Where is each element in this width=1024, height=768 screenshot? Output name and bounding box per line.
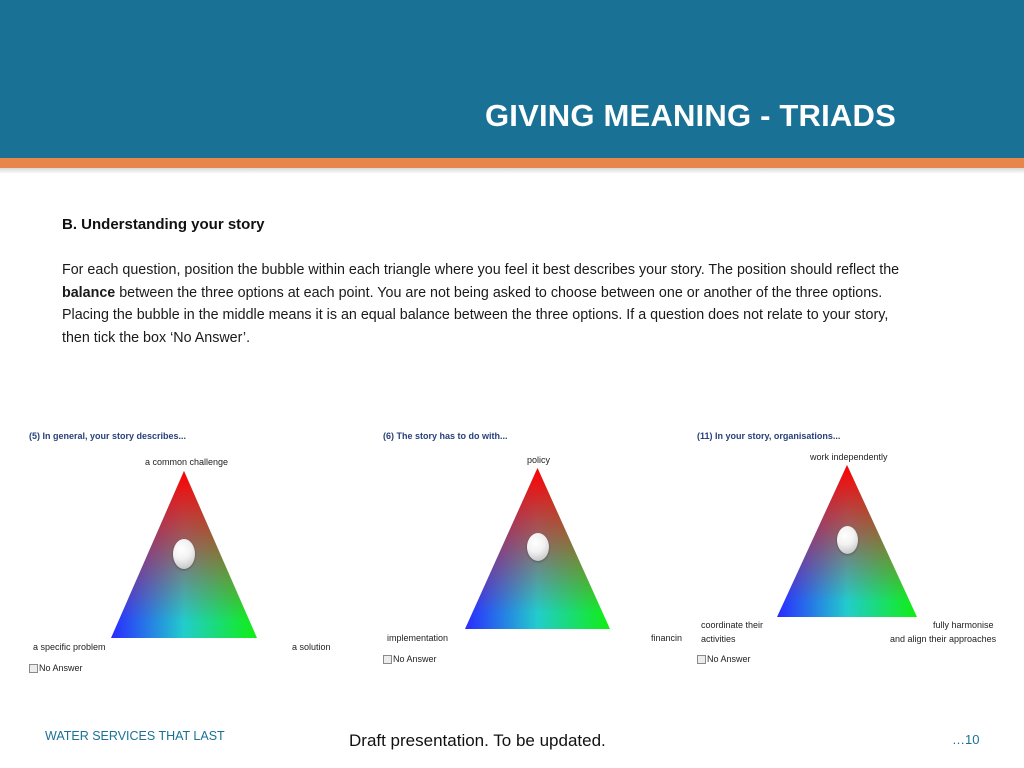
footer-brand: WATER SERVICES THAT LAST — [45, 729, 225, 743]
instructions-text: For each question, position the bubble within each triangle where you feel it best describes your story. The position should reflect the balance between the three options at each point. You are not being asked to choose between one or another of the three options. Placing the bubble in the middle means it is an equal balance between the three options. If a question does not relate to your story, then tick the box ‘No Answer’. — [62, 262, 900, 346]
triad-bubble[interactable] — [173, 539, 195, 569]
no-answer-option[interactable] — [697, 654, 751, 664]
triad-question: (5) In general, your story describes... — [29, 431, 187, 441]
no-answer-option[interactable] — [29, 663, 83, 673]
no-answer-option[interactable] — [383, 654, 437, 664]
triad-label-top: work independently — [810, 452, 888, 462]
triad-label-bottom-right-line1: fully harmonise — [933, 620, 994, 630]
no-answer-checkbox[interactable] — [29, 664, 38, 673]
no-answer-checkbox[interactable] — [697, 655, 706, 664]
triad-label-bottom-left: a specific problem — [33, 642, 106, 652]
triad-label-top: policy — [527, 455, 551, 465]
header-shadow — [0, 168, 1024, 174]
slide-title: GIVING MEANING - TRIADS — [484, 98, 896, 133]
no-answer-checkbox[interactable] — [383, 655, 392, 664]
triad-label-bottom-left-line1: coordinate their — [701, 620, 764, 630]
section-heading: B. Understanding your story — [62, 216, 265, 233]
triad-question: (6) The story has to do with... — [383, 431, 508, 441]
triad-label-bottom-left: implementation — [387, 633, 449, 643]
triad-label-top: a common challenge — [145, 457, 229, 467]
triad-bubble[interactable] — [527, 533, 549, 561]
instructions-bold-word: balance — [62, 284, 116, 301]
triad-panel-11 — [697, 425, 997, 685]
triad-label-bottom-left-line2: activities — [701, 634, 736, 644]
header-accent-stripe — [0, 158, 1024, 168]
triad-label-bottom-right: a solution — [292, 642, 331, 652]
triad-label-bottom-right-line2: and align their approaches — [890, 634, 997, 644]
footer-note: Draft presentation. To be updated. — [349, 731, 606, 750]
no-answer-label: No Answer — [39, 663, 83, 673]
triad-bubble[interactable] — [837, 526, 858, 554]
triad-question: (11) In your story, organisations... — [697, 431, 841, 441]
no-answer-label: No Answer — [393, 654, 437, 664]
triad-panel-6 — [383, 425, 683, 685]
triad-panel-5 — [29, 425, 349, 685]
triad-label-bottom-right: financin — [651, 633, 683, 643]
header-bar — [0, 0, 1024, 158]
slide-number: …10 — [952, 732, 980, 747]
no-answer-label: No Answer — [707, 654, 751, 664]
